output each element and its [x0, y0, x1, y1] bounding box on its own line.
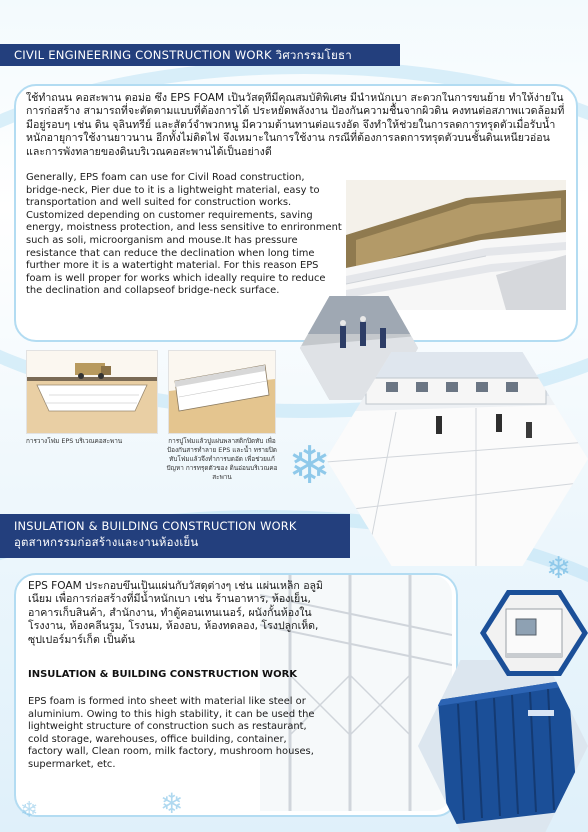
caption-foam-placement: การวางโฟม EPS บริเวณคอสะพาน: [26, 437, 123, 445]
caption-plastic-cover: การปูโฟมแล้วปูแผ่นพลาสติกปิดทับ เพื่อป้องกันสารทำลาย EPS และน้ำ ทรายปิดทับโฟมแล้วจึงทำการบดอัด เพื่อช่วยแก้ปัญหา การทรุดตัวของ ดินอ่อนบริเวณคอสะพาน: [166, 437, 278, 481]
diagram-plastic-cover-illustration: [169, 351, 275, 433]
section2-title-en: INSULATION & BUILDING CONSTRUCTION WORK: [14, 519, 297, 533]
section1-title: CIVIL ENGINEERING CONSTRUCTION WORK วิศวกรรมโยธา: [14, 48, 352, 62]
section2-title-th: อุตสาหกรรมก่อสร้างและงานห้องเย็น: [14, 535, 199, 549]
section1-thai-text: ใช้ทำถนน คอสะพาน ตอม่อ ซึ่ง EPS FOAM เป็นวัสดุที่มีคุณสมบัติพิเศษ มีน้ำหนักเบา สะดวกในการขนย้าย ทำให้ง่ายในการก่อสร้าง สามารถที่จะตัดตามแบบที่ต้องการได้ ประหยัดพลังงาน ป้องกันความชื้นจากผิวดิน คงทนต่อสภาพแวดล้อมที่มีอยู่รอบๆ เช่น ดิน จุลินทรีย์ และสัตว์จำพวกหนู มีความต้านทานต่อแรงอัด จึงทำให้ช่วยในการลดการทรุดตัวเมื่อรับน้ำหนักอายุการใช้งานยาวนาน อีกทั้งไม่ติดไฟ จึงเหมาะในการใช้งาน กรณีที่ต้องการลดการทรุดตัวบนชั้นดินเหนียวอ่อน และการพังทลายของดินบริเวณคอสะพานได้เป็นอย่างดี: [26, 92, 565, 158]
snowflake-icon: ❄: [160, 787, 184, 820]
diagram-plastic-cover: [168, 350, 276, 434]
snowflake-icon: ❄: [20, 798, 39, 823]
embankment-photo: [346, 180, 566, 310]
section2-thai-text: EPS FOAM ประกอบขึ้นเป็นแผ่นกับวัสดุต่างๆ เช่น แผ่นเหล็ก อลูมิเนียม เพื่อการก่อสร้างที่มีน้ำหนักเบา เช่น ร้านอาหาร, ห้องเย็น, อาคารเก็บสินค้า, สำนักงาน, ทำตู้คอนเทนเนอร์, ผนังกั้นห้องในโรงงาน, ห้องคลีนรูม, โรงนม, ห้องอบ, ห้องทดลอง, โรงปลูกเห็ด, ซุปเปอร์มาร์เก็ต เป็นต้น: [28, 580, 324, 646]
diagram-foam-placement: [26, 350, 158, 434]
section2-banner: [0, 514, 350, 558]
section2-english-text: EPS foam is formed into sheet with material like steel or aluminium. Owing to this high stability, it can be used the lightweight structure of construction such as restaurant, cold storage, warehouses, office building, container, factory wall, Clean room, milk factory, mushroom houses, supermarket, etc.: [28, 696, 315, 770]
section1-banner: [0, 44, 400, 66]
section1-english-text: Generally, EPS foam can use for Civil Road construction, bridge-neck, Pier due to it is a lightweight material, easy to transportation and well suited for construction works. Customized depending on customer requirements, saving energy, moistness protection, and less sensitive to enrironment such as soli, microorganism and mouse.It has pressure resistance that can reduce the declination when long time further more it is a watertight material. For this reason EPS foam is well proper for works which ideally require to reduce the declination and collapseof bridge-neck surface.: [26, 172, 342, 297]
section2-subheading: INSULATION & BUILDING CONSTRUCTION WORK: [28, 669, 298, 680]
snowflake-icon: ❄: [288, 436, 332, 496]
diagram-foam-placement-illustration: [27, 351, 157, 433]
embankment-illustration: [346, 180, 566, 310]
snowflake-icon: ❄: [546, 551, 572, 586]
